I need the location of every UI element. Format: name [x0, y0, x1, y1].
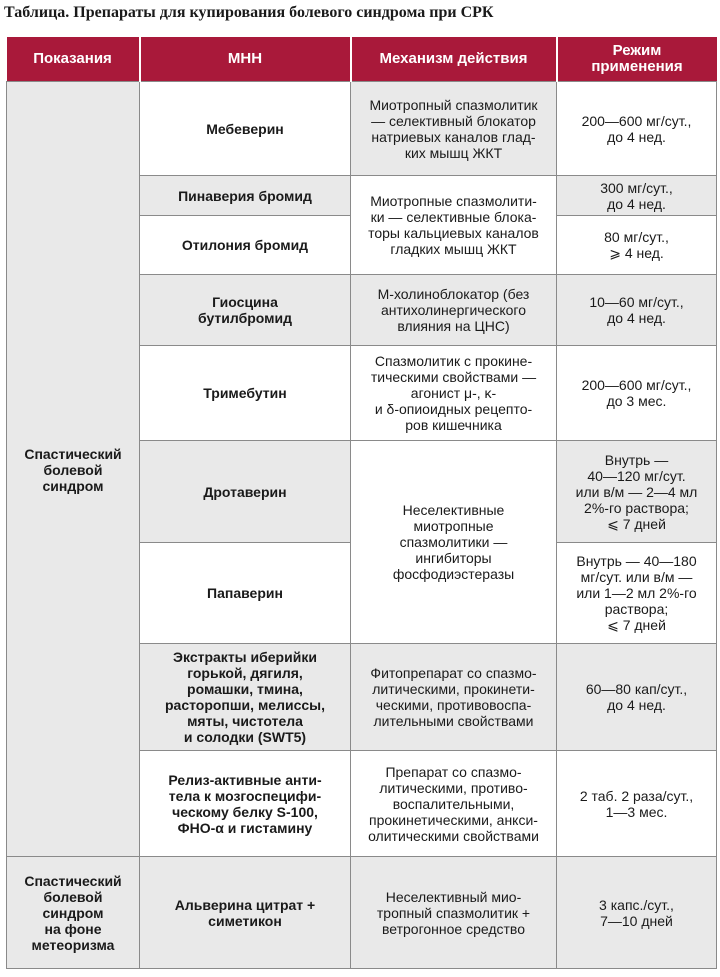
mechanism-cell: Миотропный спазмолитик — селективный блокатор натриевых каналов глад- ких мышц ЖКТ: [351, 82, 557, 176]
inn-cell: Отилония бромид: [140, 216, 351, 275]
regimen-cell: Внутрь — 40—120 мг/сут. или в/м — 2—4 мл 2%-го раствора; ⩽ 7 дней: [557, 441, 717, 543]
inn-cell: Экстракты иберийки горькой, дягиля, ромашки, тмина, расторопши, мелиссы, мяты, чистотела и солодки (SWT5): [140, 644, 351, 751]
inn-cell: Релиз-активные анти- тела к мозгоспецифи- ческому белку S-100, ФНО-α и гистамину: [140, 751, 351, 857]
regimen-cell: 300 мг/сут., до 4 нед.: [557, 176, 717, 216]
mechanism-cell: Миотропные спазмолити- ки — селективные блока- торы кальциевых каналов гладких мышц ЖКТ: [351, 176, 557, 275]
regimen-cell: 2 таб. 2 раза/сут., 1—3 мес.: [557, 751, 717, 857]
regimen-cell: 200—600 мг/сут., до 4 нед.: [557, 82, 717, 176]
inn-cell: Мебеверин: [140, 82, 351, 176]
inn-cell: Тримебутин: [140, 346, 351, 441]
table-row: [7, 82, 717, 176]
regimen-cell: 10—60 мг/сут., до 4 нед.: [557, 275, 717, 346]
mechanism-cell: Неселективные миотропные спазмолитики — ингибиторы фосфодиэстеразы: [351, 441, 557, 644]
table-row: [7, 857, 717, 969]
regimen-cell: 80 мг/сут., ⩾ 4 нед.: [557, 216, 717, 275]
mechanism-cell: М-холиноблокатор (без антихолинергического влияния на ЦНС): [351, 275, 557, 346]
header-row: [7, 37, 717, 82]
table-title: Таблица. Препараты для купирования болевого синдрома при СРК: [4, 4, 494, 21]
mechanism-cell: Неселективный мио- тропный спазмолитик + ветрогонное средство: [351, 857, 557, 969]
inn-cell: Папаверин: [140, 543, 351, 644]
inn-cell: Пинаверия бромид: [140, 176, 351, 216]
regimen-cell: 200—600 мг/сут., до 3 мес.: [557, 346, 717, 441]
regimen-cell: 60—80 кап/сут., до 4 нед.: [557, 644, 717, 751]
indication-meteorism: Спастический болевой синдром на фоне метеоризма: [7, 857, 140, 969]
mechanism-cell: Препарат со спазмо- литическими, противо- воспалительными, прокинетическими, анкси- олитическими свойствами: [351, 751, 557, 857]
header-regimen: Режим применения: [557, 37, 717, 82]
inn-cell: Альверина цитрат + симетикон: [140, 857, 351, 969]
regimen-cell: 3 капс./сут., 7—10 дней: [557, 857, 717, 969]
regimen-cell: Внутрь — 40—180 мг/сут. или в/м — или 1—2 мл 2%-го раствора; ⩽ 7 дней: [557, 543, 717, 644]
header-inn: МНН: [140, 37, 351, 82]
drug-table: [6, 37, 717, 969]
mechanism-cell: Фитопрепарат со спазмо- литическими, прокинети- ческими, противовоспа- лительными свойствами: [351, 644, 557, 751]
header-indications: Показания: [7, 37, 140, 82]
mechanism-cell: Спазмолитик с прокине- тическими свойствами — агонист μ-, κ- и δ-опиоидных рецепто- ров кишечника: [351, 346, 557, 441]
inn-cell: Дротаверин: [140, 441, 351, 543]
indication-spastic: Спастический болевой синдром: [7, 82, 140, 857]
header-mechanism: Механизм действия: [351, 37, 557, 82]
inn-cell: Гиосцина бутилбромид: [140, 275, 351, 346]
